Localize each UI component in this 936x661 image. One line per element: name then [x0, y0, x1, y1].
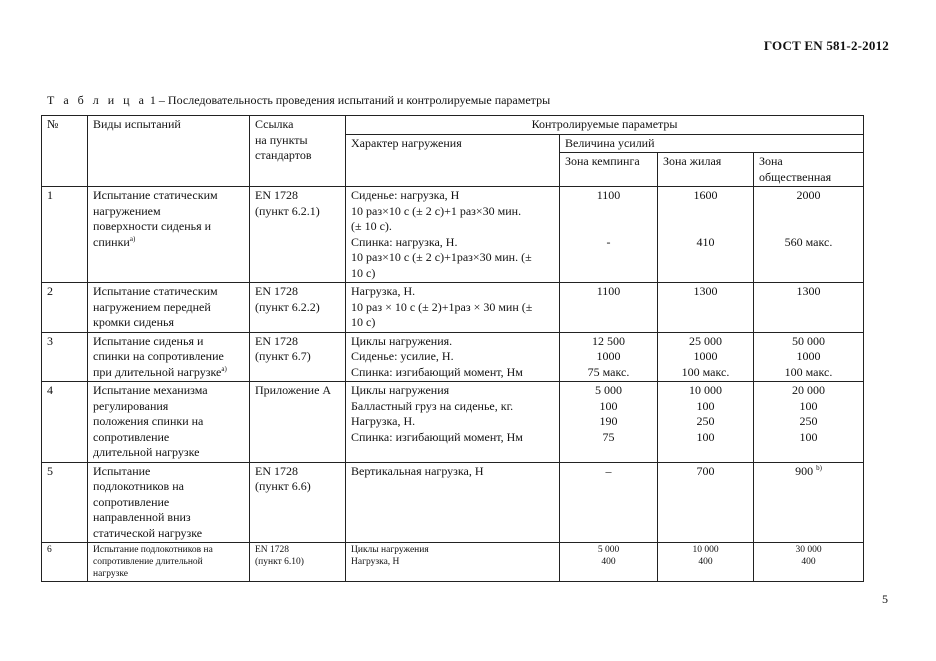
- value-footnote-mark: b): [816, 463, 822, 472]
- header-reference-line: стандартов: [255, 148, 312, 162]
- reference-line: EN 1728: [255, 333, 298, 348]
- reference-line: EN 1728: [255, 188, 298, 202]
- value-line: 100: [799, 398, 818, 413]
- test-type-line: статической нагрузке: [93, 525, 203, 540]
- load-line: Циклы нагружения: [351, 383, 450, 397]
- test-type-line: положения спинки на: [93, 414, 204, 428]
- test-type-line: Испытание: [93, 463, 151, 478]
- load-line: Спинка: изгибающий момент, Нм: [351, 429, 523, 444]
- header-zone-public-line: общественная: [759, 169, 832, 184]
- row-reference: [250, 382, 346, 463]
- load-line: Вертикальная нагрузка, Н: [351, 463, 484, 478]
- value-line: 30 000: [795, 545, 822, 555]
- row-number: 1: [42, 187, 88, 283]
- table-row: [42, 382, 864, 463]
- value-line: [759, 204, 858, 220]
- value-line: 400: [601, 557, 616, 567]
- test-type-line: Испытание статическим: [93, 284, 218, 298]
- row-value-camping: [560, 382, 658, 463]
- load-line: Сиденье: усилие, Н.: [351, 349, 454, 363]
- value-line: 100: [696, 398, 715, 413]
- reference-line: Приложение А: [255, 383, 332, 397]
- load-line: Спинка: изгибающий момент, Нм: [351, 364, 523, 379]
- row-value-public: [754, 382, 864, 463]
- row-value-public: [754, 332, 864, 382]
- load-line: 10 раз×10 с (± 2 с)+1раз×30 мин. (±: [351, 250, 532, 264]
- table-caption-text: 1 – Последовательность проведения испытаний и контролируемые параметры: [146, 93, 551, 107]
- row-reference: [250, 543, 346, 582]
- table-row: [42, 543, 864, 582]
- row-test-type: [88, 187, 250, 283]
- row-value-camping: [560, 187, 658, 283]
- reference-line: EN 1728: [255, 545, 290, 555]
- row-value-public: [754, 462, 864, 543]
- load-line: Спинка: нагрузка, Н.: [351, 234, 458, 249]
- reference-line: (пункт 6.2.1): [255, 203, 320, 218]
- load-line: 10 раз × 10 с (± 2)+1раз × 30 мин (±: [351, 299, 533, 314]
- value-line: 250: [696, 414, 715, 428]
- value-line: -: [606, 234, 611, 249]
- header-test-type: Виды испытаний: [88, 116, 250, 187]
- value-line: 700: [696, 463, 715, 478]
- value-line: [565, 219, 652, 235]
- value-line: 10 000: [689, 383, 722, 397]
- test-type-line: сопротивление: [93, 494, 170, 509]
- table-row: [42, 283, 864, 333]
- row-load-character: [346, 462, 560, 543]
- value-line: 1100: [596, 284, 621, 298]
- reference-line: (пункт 6.10): [255, 557, 304, 567]
- value-line: 100 макс.: [784, 364, 833, 379]
- table-row: [42, 462, 864, 543]
- row-load-character: [346, 543, 560, 582]
- header-zone-camping: Зона кемпинга: [560, 153, 658, 187]
- row-value-residential: [658, 382, 754, 463]
- test-type-line: поверхности сиденья и: [93, 219, 212, 233]
- header-row-1: [42, 116, 864, 135]
- value-line: 400: [801, 557, 816, 567]
- value-line: 10 000: [692, 545, 719, 555]
- test-footnote-mark: а): [129, 234, 136, 243]
- value-line: 1300: [796, 284, 821, 298]
- row-test-type: [88, 462, 250, 543]
- value-line: 75 макс.: [587, 364, 630, 379]
- header-zone-residential: Зона жилая: [658, 153, 754, 187]
- value-line: 400: [698, 557, 713, 567]
- row-load-character: [346, 332, 560, 382]
- value-line: 100: [696, 429, 715, 444]
- test-sequence-table: [41, 115, 864, 582]
- test-type-line: кромки сиденья: [93, 315, 175, 329]
- value-line: 1100: [596, 188, 621, 202]
- test-type-line: сопротивление длительной: [93, 557, 203, 567]
- row-value-camping: [560, 332, 658, 382]
- value-line: 100 макс.: [681, 364, 730, 379]
- value-line: 20 000: [792, 383, 826, 397]
- row-value-camping: [560, 283, 658, 333]
- header-force-value: Величина усилий: [560, 134, 864, 153]
- value-line: 250: [799, 414, 818, 428]
- load-line: 10 раз×10 с (± 2 с)+1 раз×30 мин.: [351, 203, 522, 218]
- value-line: 5 000: [597, 545, 620, 555]
- load-line: Нагрузка, Н: [351, 557, 400, 567]
- load-line: Нагрузка, Н.: [351, 414, 416, 428]
- load-line: 10 с): [351, 315, 376, 329]
- reference-line: (пункт 6.6): [255, 479, 311, 493]
- value-line: 1000: [693, 349, 718, 363]
- row-load-character: [346, 187, 560, 283]
- value-line: 75: [602, 429, 615, 444]
- value-line: 1000: [796, 349, 821, 363]
- value-line: 2000: [796, 188, 821, 202]
- test-type-line: при длительной нагрузке: [93, 364, 222, 379]
- value-line: 900: [795, 463, 814, 478]
- value-line: 1600: [693, 188, 718, 202]
- row-value-camping: [560, 543, 658, 582]
- header-zone-public-line: Зона: [759, 154, 783, 168]
- load-line: Сиденье: нагрузка, Н: [351, 188, 460, 202]
- value-line: 25 000: [689, 333, 722, 348]
- page-number: 5: [882, 592, 888, 606]
- reference-line: EN 1728: [255, 463, 298, 478]
- row-test-type: [88, 382, 250, 463]
- row-reference: [250, 462, 346, 543]
- row-number: 4: [42, 382, 88, 463]
- load-line: Нагрузка, Н.: [351, 284, 416, 298]
- value-line: –: [605, 463, 612, 478]
- row-value-residential: [658, 543, 754, 582]
- load-line: Циклы нагружения: [351, 545, 429, 555]
- load-line: 10 с): [351, 265, 376, 280]
- value-line: 1000: [596, 349, 621, 363]
- test-type-line: регулирования: [93, 398, 169, 413]
- load-line: Циклы нагружения.: [351, 333, 453, 348]
- test-type-line: нагружением передней: [93, 299, 211, 314]
- document-standard-header: ГОСТ EN 581-2-2012: [763, 38, 889, 53]
- test-type-line: сопротивление: [93, 429, 170, 444]
- load-line: (± 10 с).: [351, 219, 392, 233]
- row-number: 5: [42, 462, 88, 543]
- row-reference: [250, 283, 346, 333]
- reference-line: EN 1728: [255, 284, 298, 298]
- table-caption: [47, 93, 550, 108]
- header-reference-line: Ссылка: [255, 117, 294, 131]
- value-line: 100: [599, 398, 618, 413]
- test-type-line: длительной нагрузке: [93, 445, 200, 459]
- test-type-line: Испытание подлокотников на: [93, 545, 213, 555]
- value-line: 12 500: [592, 333, 625, 348]
- test-type-line: спинки: [93, 234, 130, 249]
- value-line: 1300: [693, 284, 718, 298]
- table-row: [42, 187, 864, 283]
- row-number: 2: [42, 283, 88, 333]
- value-line: 190: [599, 414, 618, 428]
- test-type-line: направленной вниз: [93, 510, 191, 524]
- header-controlled-parameters: Контролируемые параметры: [346, 116, 864, 135]
- row-test-type: [88, 332, 250, 382]
- value-line: 100: [799, 429, 818, 444]
- table-row: [42, 332, 864, 382]
- reference-line: (пункт 6.7): [255, 349, 311, 363]
- row-reference: [250, 332, 346, 382]
- value-line: 50 000: [792, 333, 826, 348]
- row-load-character: [346, 283, 560, 333]
- header-reference: [250, 116, 346, 187]
- value-line: [663, 204, 748, 220]
- table-caption-prefix: Т а б л и ц а: [47, 93, 147, 107]
- value-line: 410: [696, 234, 715, 249]
- test-type-line: нагружением: [93, 203, 161, 218]
- test-footnote-mark: а): [221, 364, 227, 373]
- value-line: 560 макс.: [784, 234, 833, 249]
- row-value-residential: [658, 332, 754, 382]
- row-value-public: [754, 187, 864, 283]
- value-line: [759, 219, 858, 235]
- row-load-character: [346, 382, 560, 463]
- load-line: Балластный груз на сиденье, кг.: [351, 398, 514, 413]
- header-reference-line: на пункты: [255, 132, 308, 147]
- row-number: 3: [42, 332, 88, 382]
- row-value-residential: [658, 462, 754, 543]
- header-zone-public: [754, 153, 864, 187]
- test-type-line: Испытание статическим: [93, 188, 218, 202]
- row-value-camping: [560, 462, 658, 543]
- test-type-line: подлокотников на: [93, 479, 184, 493]
- value-line: [565, 204, 652, 220]
- row-value-public: [754, 543, 864, 582]
- test-type-line: спинки на сопротивление: [93, 349, 224, 363]
- reference-line: (пункт 6.2.2): [255, 299, 320, 314]
- row-number: 6: [42, 543, 88, 582]
- row-reference: [250, 187, 346, 283]
- row-test-type: [88, 283, 250, 333]
- value-line: [663, 219, 748, 235]
- value-line: 5 000: [595, 383, 622, 397]
- test-type-line: Испытание сиденья и: [93, 333, 204, 348]
- row-test-type: [88, 543, 250, 582]
- row-value-residential: [658, 187, 754, 283]
- row-value-residential: [658, 283, 754, 333]
- header-num: №: [42, 116, 88, 187]
- test-type-line: Испытание механизма: [93, 383, 208, 397]
- test-type-line: нагрузке: [93, 569, 128, 579]
- header-load-character: Характер нагружения: [346, 134, 560, 187]
- row-value-public: [754, 283, 864, 333]
